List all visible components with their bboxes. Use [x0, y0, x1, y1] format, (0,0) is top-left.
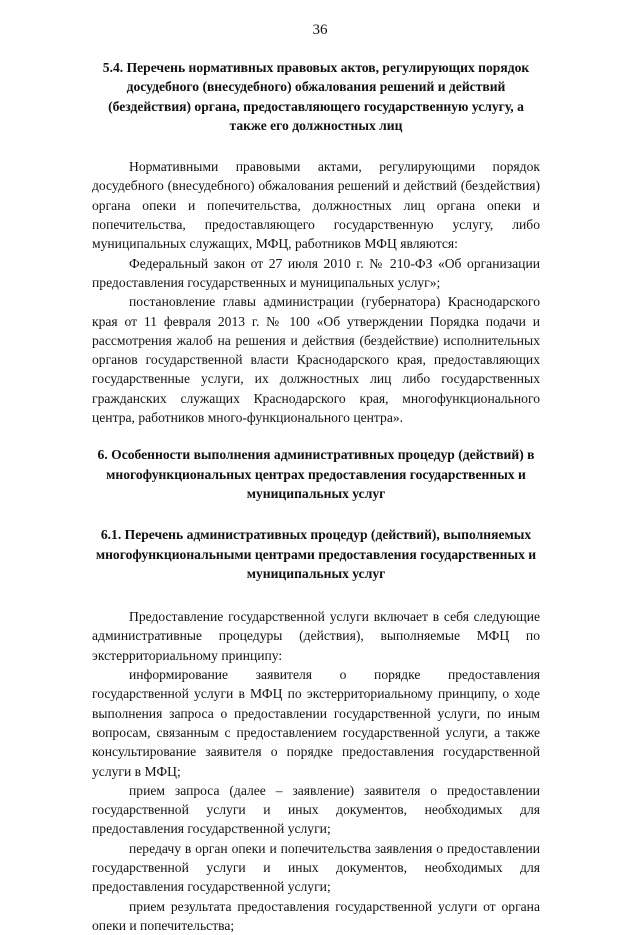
spacer	[92, 583, 540, 607]
page-number: 36	[312, 22, 328, 38]
paragraph: прием запроса (далее – заявление) заявителя о предоставлении государственной услуги и иных документов, необходимых для предоставления государственной услуги;	[92, 782, 540, 837]
paragraph: Нормативными правовыми актами, регулирующими порядок досудебного (внесудебного) обжалования решений и действий (бездействия) органа опеки и попечительства, должностных лиц органа опеки и попечительства, предоставляющего государственную услугу, либо муниципальных служащих, МФЦ, работников МФЦ являются:	[92, 159, 540, 252]
spacer	[92, 427, 540, 445]
section-6-heading: 6. Особенности выполнения административных процедур (действий) в многофункциональных центрах предоставления государственных и муниципальных услуг	[97, 447, 535, 501]
section-5-4-heading: 5.4. Перечень нормативных правовых актов, регулирующих порядок досудебного (внесудебного) обжалования решений и действий (бездействия) органа, предоставляющего государственную услугу, а также его должностных лиц	[102, 60, 530, 133]
spacer	[92, 503, 540, 525]
section-6-1-heading: 6.1. Перечень административных процедур (действий), выполняемых многофункциональными центрами предоставления государственных и муниципальных услуг	[95, 527, 537, 581]
paragraph: Федеральный закон от 27 июля 2010 г. № 210-ФЗ «Об организации предоставления государственных и муниципальных услуг»;	[92, 255, 540, 290]
spacer	[92, 135, 540, 157]
document-body	[92, 58, 540, 935]
paragraph: прием результата предоставления государственной услуги от органа опеки и попечительства;	[92, 898, 540, 933]
paragraph: передачу в орган опеки и попечительства заявления о предоставлении государственной услуги и иных документов, необходимых для предоставления государственной услуги;	[92, 840, 540, 895]
paragraph: информирование заявителя о порядке предоставления государственной услуги в МФЦ по экстерриториальному принципу, о ходе выполнения запроса о предоставлении государственной услуги, по иным вопросам, связанным с предоставлением государственной услуги, а также консультирование заявителя о порядке предоставления государственной услуги в МФЦ;	[92, 667, 540, 779]
paragraph: постановление главы администрации (губернатора) Краснодарского края от 11 февраля 2013 г. № 100 «Об утверждении Порядка подачи и рассмотрения жалоб на решения и действия (бездействие) исполнительных органов государственной власти Краснодарского края, предоставляющих государственные услуги, их должностных лиц либо государственных гражданских служащих Краснодарского края, многофункционального центра, работников много-функционального центра».	[92, 294, 540, 426]
paragraph: Предоставление государственной услуги включает в себя следующие административные процедуры (действия), выполняемые МФЦ по экстерриториальному принципу:	[92, 609, 540, 663]
